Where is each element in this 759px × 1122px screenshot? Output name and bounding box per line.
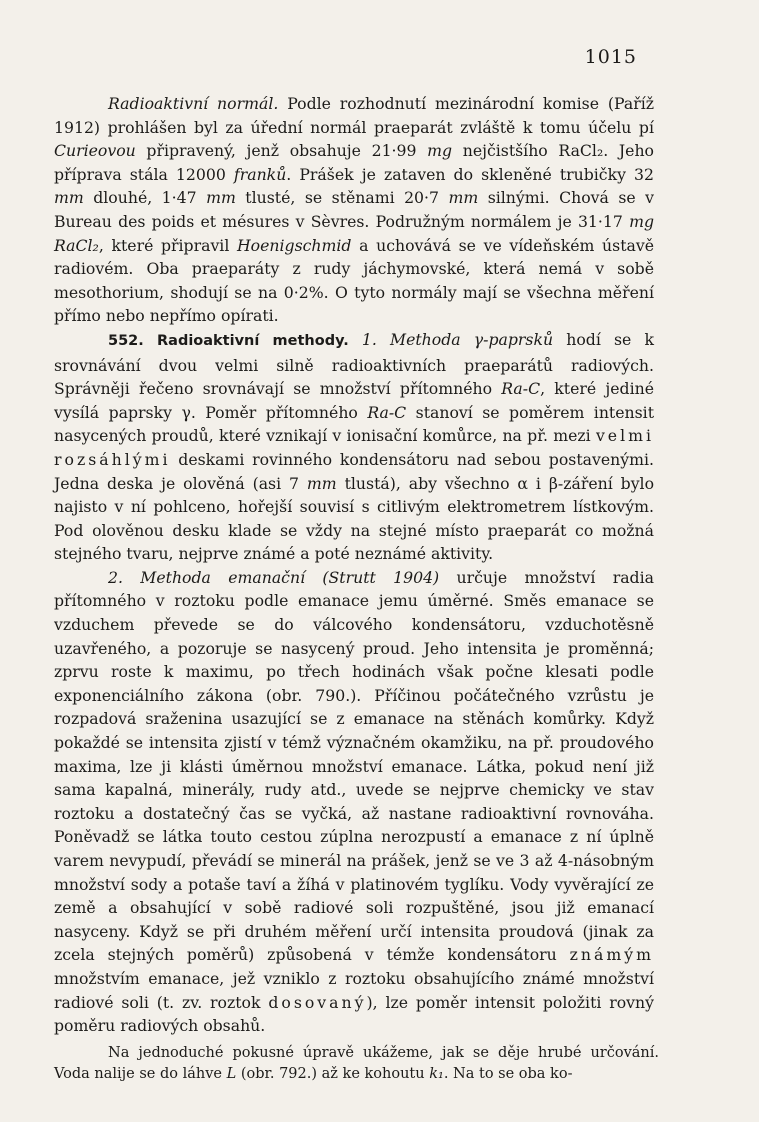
main-text — [54, 92, 654, 1038]
paragraph-radioactive-normal: Radioaktivní normál. Podle rozhodnutí mezinárodní komise (Paříž 1912) prohlášen byl za úřední normál praeparát zvláště k tomu účelu pí Curieovou připravený, jenž obsahuje 21·99 mg nejčistšího RaCl₂. Jeho příprava stála 12000 franků. Prášek je zataven do skleněné trubičky 32 mm dlouhé, 1·47 mm tlusté, se stěnami 20·7 mm silnými. Chová se v Bureau des poids et mésures v Sèvres. Podružným normálem je 31·17 mg RaCl₂, které připravil Hoenigschmid a uchovává se ve vídeňském ústavě radiovém. Oba praeparáty z rudy jáchymovské, která nemá v sobě mesothorium, shodují se na 0·2%. O tyto normály mají se všechna měření přímo nebo nepřímo opírati. — [54, 94, 655, 326]
bottom-paragraph: Na jednoduché pokusné úpravě ukážeme, jak se děje hrubé určování. Voda nalije se do láhve L (obr. 792.) až ke kohoutu k₁. Na to se oba ko- — [54, 1045, 659, 1082]
name-hoenigschmid: Hoenigschmid — [237, 235, 352, 255]
method-gamma-title: 1. Methoda γ-paprsků — [361, 329, 554, 349]
paragraph-methods: 552. Radioaktivní methody. 1. Methoda γ-paprsků hodí se k srovnávání dvou velmi silně radioaktivních praeparátů radiových. Správněji řečeno srovnávají se množství přítomného Ra-C, které jediné vysílá paprsky γ. Poměr přítomného Ra-C stanoví se poměrem intensit nasycených proudů, které vznikají v ionisační komůrce, na př. mezi velmi rozsáhlými deskami rovinného kondensátoru nad sebou postavenými. Jedna deska je olověná (asi 7 mm tlustá), aby všechno α i β-záření bylo najisto v ní pohlceno, hořejší souvisí s citlivým elektrometrem lístkovým. Pod olověnou desku klade se vždy na stejné místo praeparát co možná stejného tvaru, nejprve známé a poté neznámé aktivity. — [54, 329, 655, 564]
method-emanation-title: 2. Methoda emanační — [108, 567, 306, 587]
paragraph-emanation: 2. Methoda emanační (Strutt 1904) určuje množství radia přítomného v roztoku podle emanace jemu úměrné. Směs emanace se vzduchem převede se do válcového kondensátoru, vzduchotěsně uzavřeného, a pozoruje se nasycený proud. Jeho intensita je proměnná; zprvu roste k maximu, po třech hodinách však počne klesati podle exponenciálního zákona (obr. 790.). Příčinou počátečného vzrůstu je rozpadová sraženina usazující se z emanace na stěnách komůrky. Když pokaždé se intensita zjistí v témž význačném okamžiku, na př. proudového maxima, lze ji klásti úměrnou množství emanace. Látka, pokud není již sama kapalná, minerály, rudy atd., uvede se nejprve chemicky ve stav roztoku a dostatečný čas se vyčká, až nastane radioaktivní rovnováha. Poněvadž se látka touto cestou zúplna nerozpustí a emanace z ní úplně varem nevypudí, převádí se minerál na prášek, jenž se ve 3 až 4-násobným množství sody a potaše taví a žíhá v platinovém tyglíku. Vody vyvěrající ze země a obsahující v sobě radiové soli rozpuštěné, jsou již emanací nasyceny. Když se při druhém měření určí intensita proudová (jinak za zcela stejných poměrů) způsobená v témže kondensátoru známým množstvím emanace, jež vzniklo z roztoku obsahujícího známé množství radiové soli (t. zv. roztok dosovaný), lze poměr intensit položiti rovný poměru radiových obsahů. — [54, 567, 654, 1036]
name-curie: Curieovou — [54, 141, 136, 161]
page-number: 1015 — [584, 46, 637, 68]
term-radioaktivni-normal: Radioaktivní normál. — [108, 94, 279, 113]
section-heading: 552. Radioaktivní methody. — [108, 332, 349, 349]
